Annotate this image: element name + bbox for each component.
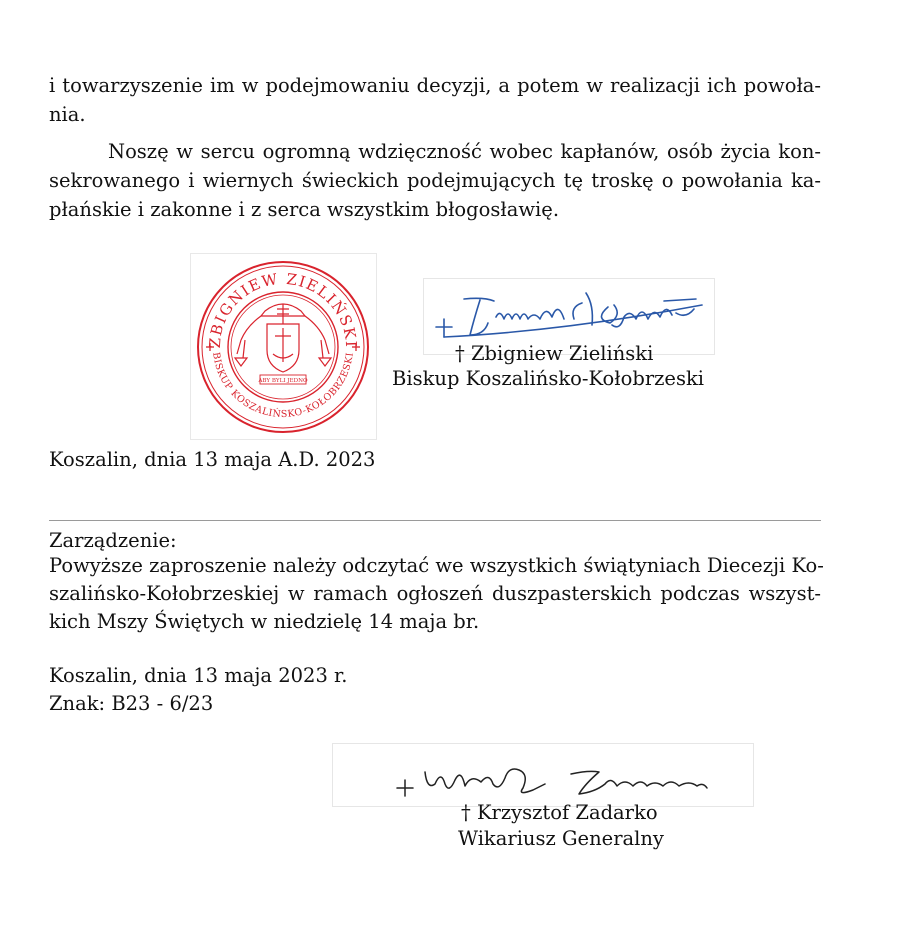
bishop-seal <box>190 253 377 440</box>
signature-text: Krzysztof Zadarko <box>333 744 343 745</box>
seal-icon <box>191 254 376 439</box>
vicar-title: Wikariusz Generalny <box>458 827 664 850</box>
body-line: nia. <box>49 103 86 126</box>
bishop-title: Biskup Koszalińsko-Kołobrzeski <box>392 367 705 390</box>
seal-motto: ABY BYLI JEDNO <box>258 378 308 385</box>
seal-outer-text: ZBIGNIEW ZIELIŃSKI <box>205 269 361 349</box>
decree-place-date: Koszalin, dnia 13 maja 2023 r. <box>49 664 348 687</box>
signature-text: Zbigniew Zieliński <box>424 279 434 280</box>
body-line: płańskie i zakonne i z serca wszystkim błogosławię. <box>49 198 560 221</box>
divider <box>49 520 821 521</box>
decree-line: szalińsko-Kołobrzeskiej w ramach ogłoszeń duszpasterskich podczas wszyst- <box>49 582 821 605</box>
body-line: sekrowanego i wiernych świeckich podejmujących tę troskę o powołania ka- <box>49 169 821 192</box>
decree-line: Powyższe zaproszenie należy odczytać we wszystkich świątyniach Diecezji Ko- <box>49 554 824 577</box>
place-date: Koszalin, dnia 13 maja A.D. 2023 <box>49 448 376 471</box>
decree-reference: Znak: B23 - 6/23 <box>49 692 214 715</box>
bishop-name: † Zbigniew Zieliński <box>455 342 654 365</box>
decree-heading: Zarządzenie: <box>49 529 177 552</box>
body-line: i towarzyszenie im w podejmowaniu decyzji, a potem w realizacji ich powoła- <box>49 74 821 97</box>
seal-bottom-text: BISKUP KOSZALIŃSKO-KOŁOBRZESKI <box>210 351 356 421</box>
decree-line: kich Mszy Świętych w niedzielę 14 maja br. <box>49 610 480 633</box>
vicar-name: † Krzysztof Zadarko <box>461 801 658 824</box>
body-line: Noszę w sercu ogromną wdzięczność wobec kapłanów, osób życia kon- <box>108 140 821 163</box>
signature-icon <box>333 744 753 806</box>
